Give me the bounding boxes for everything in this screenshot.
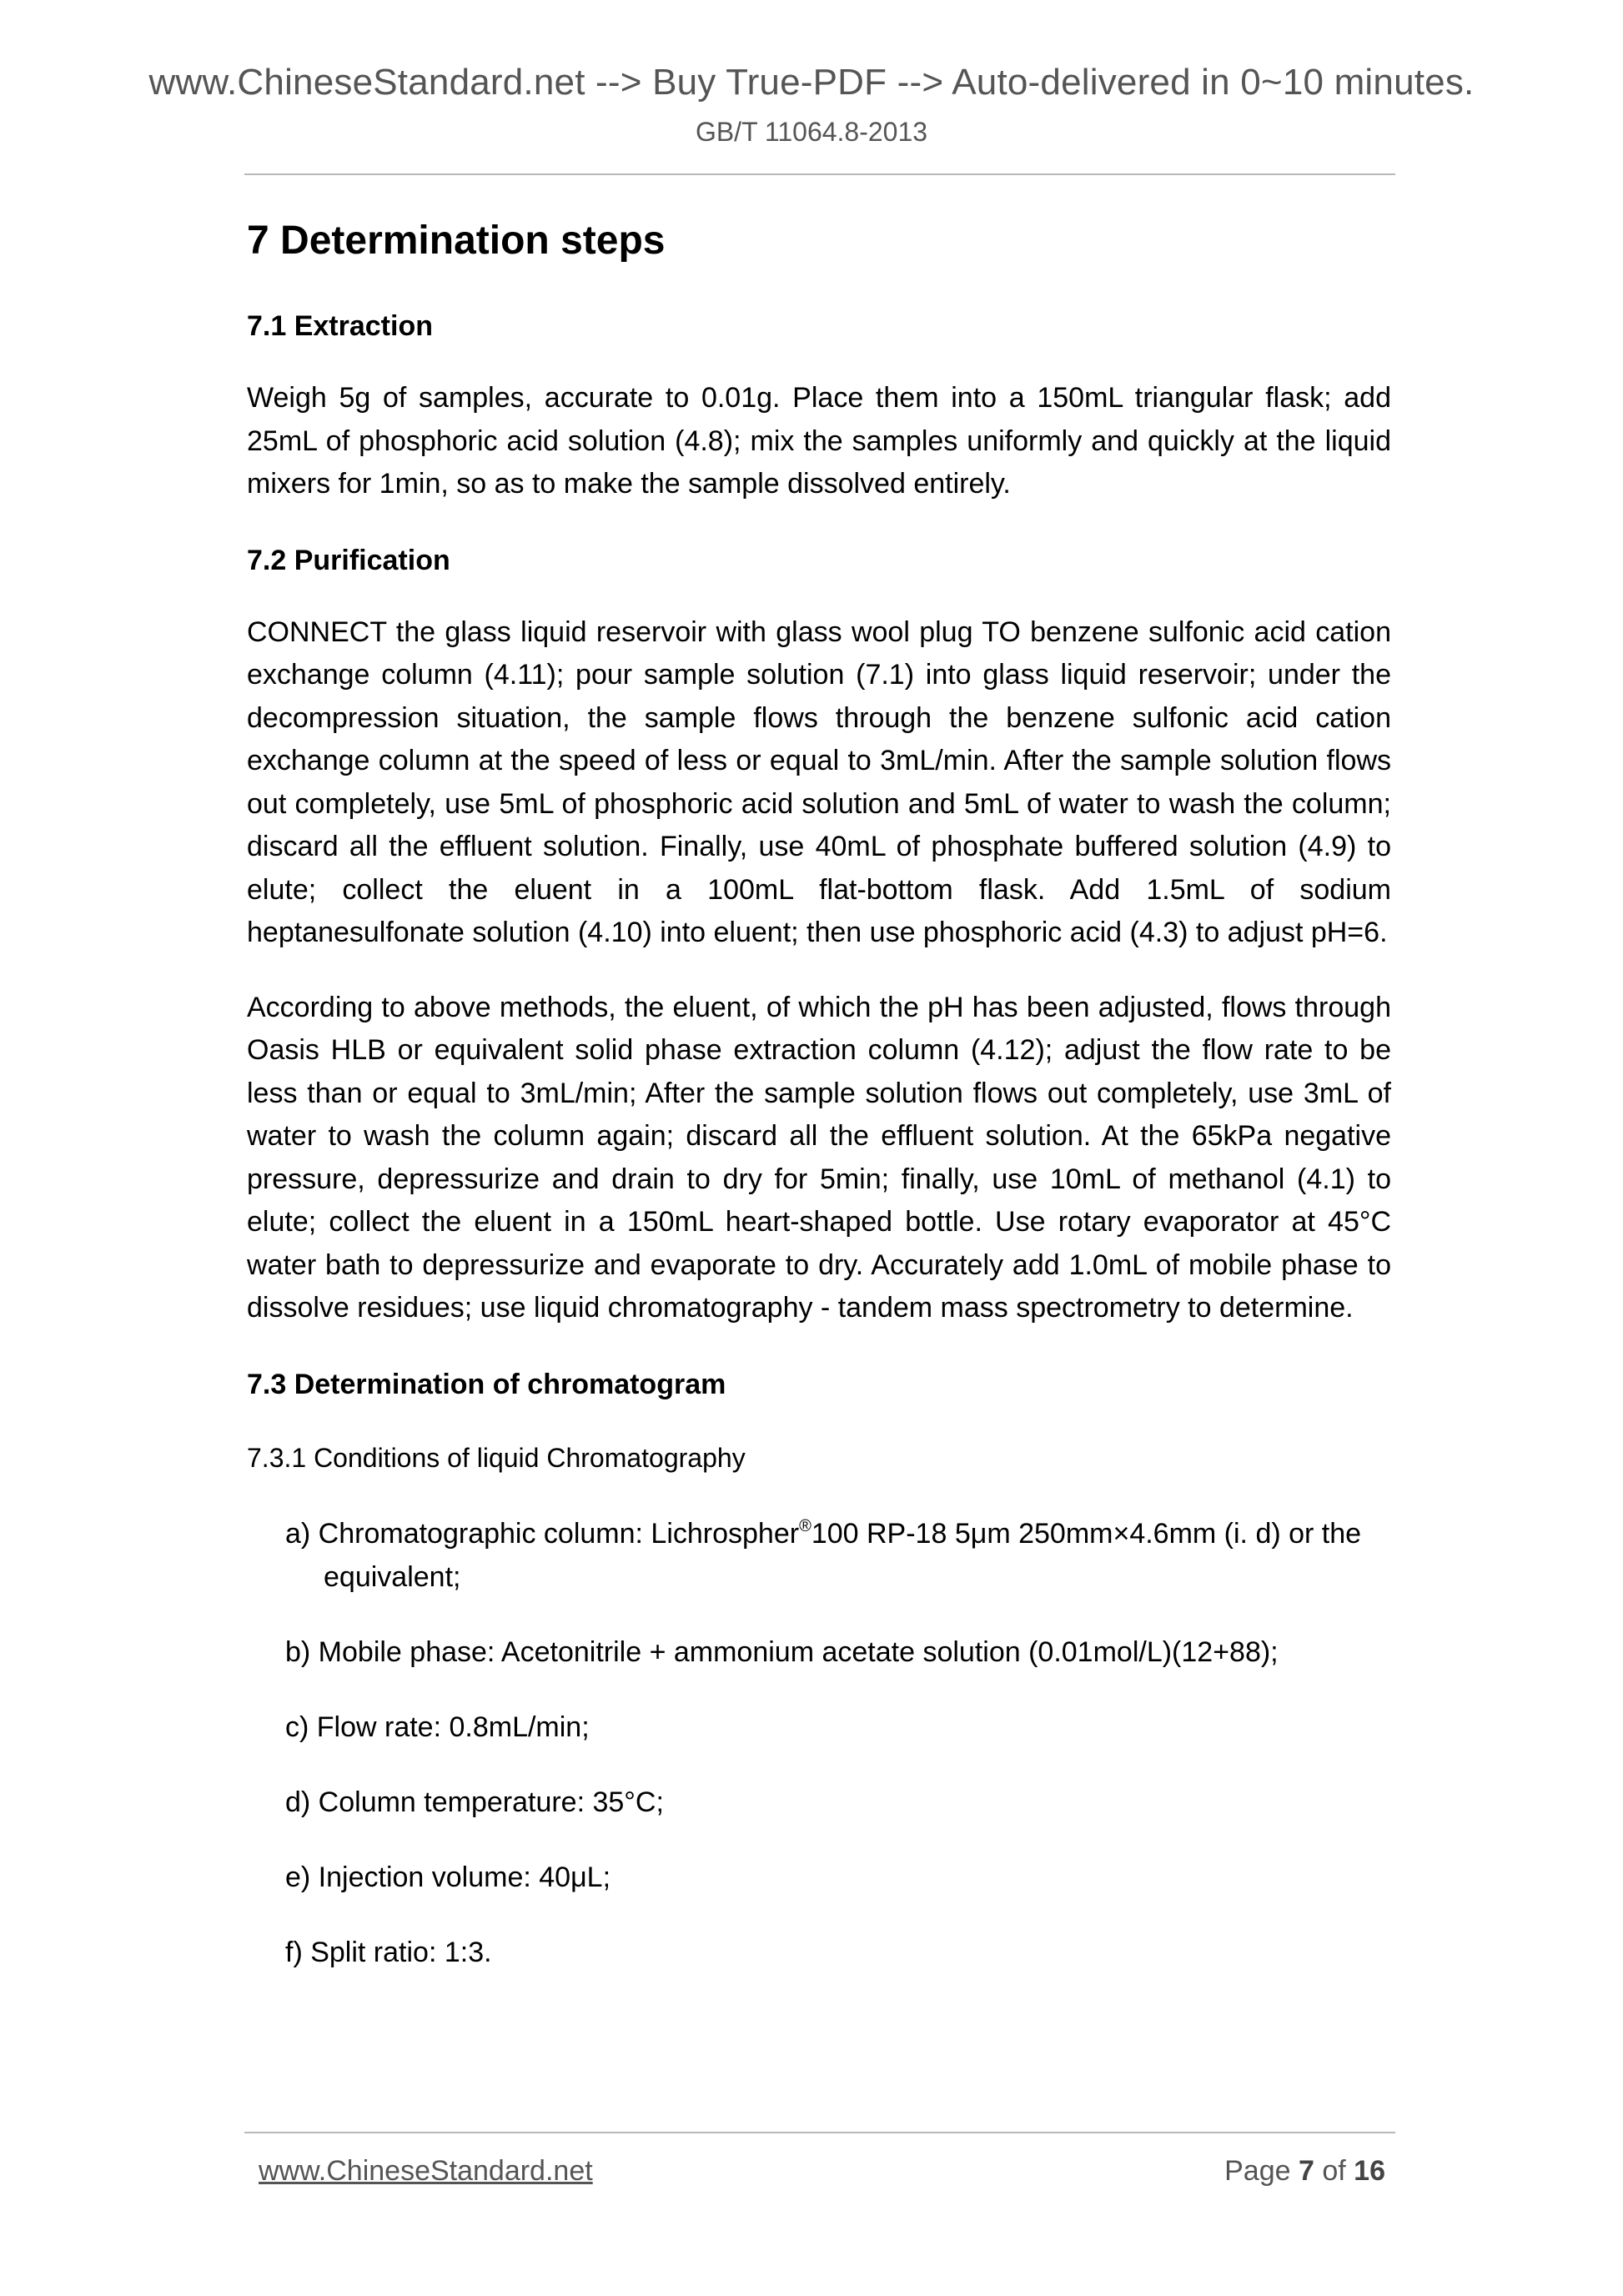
page-number (1224, 2155, 1385, 2188)
registered-mark: ® (799, 1516, 812, 1535)
page-total: 16 (1354, 2155, 1385, 2187)
section-title: 7 Determination steps (247, 219, 666, 263)
page-current: 7 (1298, 2155, 1314, 2187)
subsection-7-3-heading: 7.3 Determination of chromatogram (247, 1368, 726, 1400)
page-label: Page (1224, 2155, 1291, 2187)
footer-divider (244, 2132, 1395, 2133)
condition-a-text: a) Chromatographic column: Lichrospher (285, 1517, 800, 1550)
subsection-7-3-1-heading: 7.3.1 Conditions of liquid Chromatography (247, 1442, 746, 1473)
condition-item-c: c) Flow rate: 0.8mL/min; (285, 1711, 590, 1743)
footer-website-link[interactable]: www.ChineseStandard.net (259, 2155, 593, 2187)
header-divider (244, 173, 1395, 175)
page-content (247, 210, 1391, 1974)
condition-item-f: f) Split ratio: 1:3. (285, 1936, 492, 1968)
standard-code: GB/T 11064.8-2013 (695, 117, 928, 147)
subsection-7-2-paragraph-2: According to above methods, the eluent, of which the pH has been adjusted, flows through Oasis HLB or equivalent solid phase extraction column (4.12); adjust the flow rate to be less than or equal to 3mL/min; After the sample solution flows out completely, use 3mL of water to wash the column again; discard all the effluent solution. At the 65kPa negative pressure, depressurize and drain to dry for 5min; finally, use 10mL of methanol (4.1) to elute; collect the eluent in a 150mL heart-shaped bottle. Use rotary evaporator at 45°C water bath to depressurize and evaporate to dry. Accurately add 1.0mL of mobile phase to dissolve residues; use liquid chromatography - tandem mass spectrometry to determine. (247, 991, 1391, 1324)
condition-item-e: e) Injection volume: 40μL; (285, 1861, 611, 1893)
subsection-7-1-paragraph: Weigh 5g of samples, accurate to 0.01g. Place them into a 150mL triangular flask; add 25mL of phosphoric acid solution (4.8); mix the samples uniformly and quickly at the liquid mixers for 1min, so as to make the sample dissolved entirely. (247, 382, 1391, 500)
condition-item-b: b) Mobile phase: Acetonitrile + ammonium acetate solution (0.01mol/L)(12+88); (285, 1635, 1279, 1668)
page-of: of (1322, 2155, 1346, 2187)
header-banner: www.ChineseStandard.net --> Buy True-PDF --> Auto-delivered in 0~10 minutes. (148, 62, 1475, 103)
condition-item-a (285, 1512, 1391, 1599)
condition-a-text-cont: 100 RP-18 5μm 250mm×4.6mm (i. d) or the equivalent; (324, 1517, 1362, 1593)
subsection-7-2-paragraph-1: CONNECT the glass liquid reservoir with glass wool plug TO benzene sulfonic acid cation exchange column (4.11); pour sample solution (7.1) into glass liquid reservoir; under the decompression situation, the sample flows through the benzene sulfonic acid cation exchange column at the speed of less or equal to 3mL/min. After the sample solution flows out completely, use 5mL of phosphoric acid solution and 5mL of water to wash the column; discard all the effluent solution. Finally, use 40mL of phosphate buffered solution (4.9) to elute; collect the eluent in a 100mL flat-bottom flask. Add 1.5mL of sodium heptanesulfonate solution (4.10) into eluent; then use phosphoric acid (4.3) to adjust pH=6. (247, 615, 1391, 948)
subsection-7-1-heading: 7.1 Extraction (247, 310, 433, 342)
conditions-list (247, 1512, 1391, 1974)
subsection-7-2-heading: 7.2 Purification (247, 544, 450, 576)
condition-item-d: d) Column temperature: 35°C; (285, 1786, 664, 1818)
